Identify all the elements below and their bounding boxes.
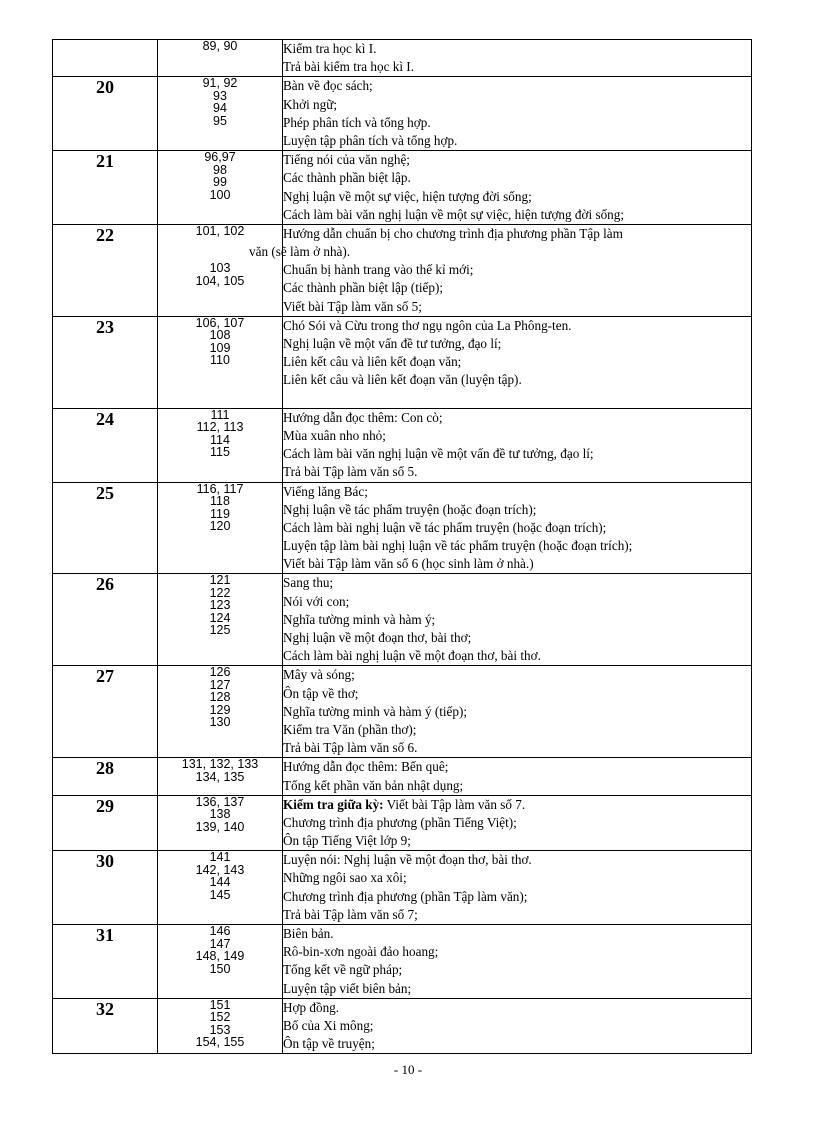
lesson-title: Cách làm bài nghị luận về một đoạn thơ, bài thơ. [283,648,541,664]
lesson-title: Cách làm bài nghị luận về tác phẩm truyện (hoặc đoạn trích); [283,519,607,535]
lesson-title: Ôn tập Tiếng Việt lớp 9; [283,833,411,849]
period-cell [158,316,283,408]
lesson-cell [283,574,752,666]
lesson-title: Hướng dẫn chuẩn bị cho chương trình địa phương phần Tập làm [283,225,623,241]
lesson-title: Luyện nói: Nghị luận về một đoạn thơ, bài thơ. [283,852,532,868]
lesson-title: Nghị luận về tác phẩm truyện (hoặc đoạn trích); [283,501,537,517]
week-row [53,574,752,666]
lesson-title: Nghị luận về một sự việc, hiện tượng đời sống; [283,188,532,204]
week-number: 27 [53,666,158,758]
page-number: - 10 - [393,1062,423,1077]
period-number: 141 [209,850,231,865]
lesson-title: Trả bài kiểm tra học kì I. [283,59,414,75]
lesson-title: Các thành phần biệt lập (tiếp); [283,280,444,296]
period-number: 118 [210,494,230,508]
period-number: 100 [209,187,231,202]
period-number: 103 [209,261,231,276]
week-row [53,795,752,851]
week-number: 26 [53,574,158,666]
lesson-title: Viếng lăng Bác; [283,483,368,499]
period-number: 154, 155 [195,1035,245,1050]
period-cell [158,851,283,925]
period-number: 104, 105 [195,273,245,288]
lesson-title: Tổng kết về ngữ pháp; [283,962,403,978]
week-number: 25 [53,482,158,574]
period-number: 125 [209,623,231,638]
period-number: 91, 92 [202,76,238,91]
lesson-emphasis: Kiểm tra giữa kỳ: [283,796,384,812]
lesson-title: Ôn tập về thơ; [283,685,359,701]
lesson-title: Khởi ngữ; [283,96,338,112]
lesson-cell [283,666,752,758]
period-number: 114 [210,432,230,447]
lesson-cell [249,224,752,316]
period-number: 116, 117 [196,481,244,496]
period-number: 96,97 [204,150,236,165]
period-number: 112, 113 [196,420,244,435]
lesson-cell [283,316,752,408]
lesson-title: Phép phân tích và tổng hợp. [283,114,431,130]
period-cell [158,795,283,851]
lesson-title: Bố của Xi mông; [283,1017,374,1033]
lesson-title: Liên kết câu và liên kết đoạn văn (luyện tập). [283,372,522,388]
lesson-title: Cách làm bài văn nghị luận về một sự việc, hiện tượng đời sống; [283,206,625,222]
period-number: 95 [213,113,227,128]
lesson-title: Chó Sói và Cừu trong thơ ngụ ngôn của La Phông-ten. [283,317,572,333]
lesson-title: Chương trình địa phương (phần Tập làm văn); [283,888,528,904]
period-cell [158,998,283,1054]
lesson-title: Hướng dẫn đọc thêm: Con cò; [283,409,443,425]
lesson-title: Bàn về đọc sách; [283,78,373,94]
period-cell [158,482,283,574]
week-row [53,40,752,77]
lesson-title: Kiểm tra Văn (phần thơ); [283,721,417,737]
period-number: 128 [209,690,231,705]
period-number: 121 [209,573,231,588]
week-row [53,998,752,1054]
week-number: 28 [53,758,158,795]
lesson-title: Kiểm tra học kì I. [283,41,377,56]
week-row [53,482,752,574]
lesson-title: Mây và sóng; [283,667,355,683]
period-number: 115 [210,445,230,460]
lesson-cell [283,851,752,925]
period-number: 151 [209,997,231,1012]
lesson-title: Ôn tập về truyện; [283,1036,375,1052]
week-number: 29 [53,795,158,851]
lesson-cell [283,408,752,482]
period-number: 134, 135 [195,769,245,784]
lesson-title: Mùa xuân nho nhỏ; [283,427,386,443]
lesson-title: Tiếng nói của văn nghệ; [283,152,410,168]
week-row [53,851,752,925]
lesson-title: văn (sẽ làm ở nhà). [249,244,351,260]
lesson-title: Luyện tập viết biên bản; [283,980,412,996]
period-number: 126 [209,665,231,680]
period-number: 110 [210,353,230,368]
period-number: 150 [209,961,231,976]
period-number: 148, 149 [195,949,245,963]
period-number: 108 [209,328,231,343]
period-number: 124 [209,610,231,625]
week-number: 31 [53,925,158,999]
period-number: 145 [209,887,231,902]
lesson-cell [283,482,752,574]
lesson-title: Luyện tập phân tích và tổng hợp. [283,132,458,148]
period-number: 146 [209,924,231,938]
period-number: 131, 132, 133 [181,757,259,772]
week-row [53,77,752,151]
period-number: 98 [213,162,227,177]
period-cell [158,224,283,316]
lesson-title [283,390,751,408]
period-cell [158,40,283,77]
week-row [53,316,752,408]
period-cell [158,151,283,225]
period-number: 139, 140 [195,819,245,834]
lesson-title: Trả bài Tập làm văn số 5. [283,464,418,480]
period-number: 89, 90 [202,39,238,53]
lesson-title: Trả bài Tập làm văn số 6. [283,740,418,756]
week-number: 20 [53,77,158,151]
lesson-title: Nghị luận về một vấn đề tư tưởng, đạo lí; [283,336,502,351]
period-number: 130 [209,715,231,730]
lesson-title: Hợp đồng. [283,999,340,1015]
period-number: 122 [209,585,231,600]
curriculum-table [52,39,752,1054]
period-number: 153 [209,1022,231,1037]
period-number: 109 [209,340,231,355]
period-cell [158,574,283,666]
lesson-title [283,796,751,814]
lesson-title: Các thành phần biệt lập. [283,170,411,186]
period-number: 99 [213,175,227,190]
period-number: 127 [209,677,231,692]
week-row [53,151,752,225]
lesson-title: Trả bài Tập làm văn số 7; [283,906,418,922]
lesson-title: Sang thu; [283,575,334,591]
lesson-cell [283,925,752,999]
lesson-title: Nghĩa tường minh và hàm ý; [283,611,436,627]
lesson-title: Cách làm bài văn nghị luận về một vấn đề tư tưởng, đạo lí; [283,446,594,462]
lesson-text: Viết bài Tập làm văn số 7. [383,796,526,812]
lesson-cell [283,758,752,795]
period-number: 120 [209,519,231,533]
lesson-cell [283,151,752,225]
lesson-title: Liên kết câu và liên kết đoạn văn; [283,354,462,370]
lesson-cell [283,40,752,77]
lesson-title: Viết bài Tập làm văn số 5; [283,298,422,314]
week-row [53,925,752,999]
period-number: 152 [209,1010,231,1025]
period-number: 138 [209,807,231,822]
week-row [53,408,752,482]
week-number: 22 [53,224,158,316]
period-number: 93 [213,88,227,103]
period-number: 101, 102 [195,223,245,238]
week-number [53,40,158,77]
lesson-title: Nghĩa tường minh và hàm ý (tiếp); [283,703,468,719]
period-number: 144 [209,875,231,890]
week-number: 30 [53,851,158,925]
week-number: 24 [53,408,158,482]
period-number: 94 [213,101,227,116]
period-number: 119 [210,506,230,521]
period-number: 106, 107 [195,315,245,330]
week-row [53,758,752,795]
week-number: 23 [53,316,158,408]
period-cell [158,666,283,758]
period-cell [158,408,283,482]
period-number: 111 [210,407,230,422]
lesson-title: Nói với con; [283,593,350,609]
week-row [53,224,752,316]
lesson-title: Chuẩn bị hành trang vào thế kỉ mới; [283,262,474,278]
period-number: 142, 143 [195,862,245,877]
period-number: 147 [209,936,231,951]
lesson-title: Tổng kết phần văn bản nhật dụng; [283,777,464,793]
week-row [53,666,752,758]
period-cell [158,77,283,151]
period-cell [158,925,283,999]
period-number: 123 [209,598,231,613]
lesson-title: Những ngôi sao xa xôi; [283,870,407,886]
lesson-cell [283,998,752,1054]
week-number: 21 [53,151,158,225]
lesson-title: Hướng dẫn đọc thêm: Bến quê; [283,759,449,775]
period-number: 136, 137 [195,794,245,809]
period-cell [158,758,283,795]
lesson-cell [283,77,752,151]
lesson-title: Luyện tập làm bài nghị luận về tác phẩm truyện (hoặc đoạn trích); [283,538,633,554]
lesson-title: Rô-bin-xơn ngoài đảo hoang; [283,944,439,960]
lesson-title: Nghị luận về một đoạn thơ, bài thơ; [283,630,472,645]
week-number: 32 [53,998,158,1054]
period-number: 129 [209,702,231,717]
lesson-cell [283,795,752,851]
lesson-title: Viết bài Tập làm văn số 6 (học sinh làm ở nhà.) [283,556,534,572]
lesson-title: Biên bản. [283,926,334,941]
lesson-title: Chương trình địa phương (phần Tiếng Việt); [283,814,517,830]
